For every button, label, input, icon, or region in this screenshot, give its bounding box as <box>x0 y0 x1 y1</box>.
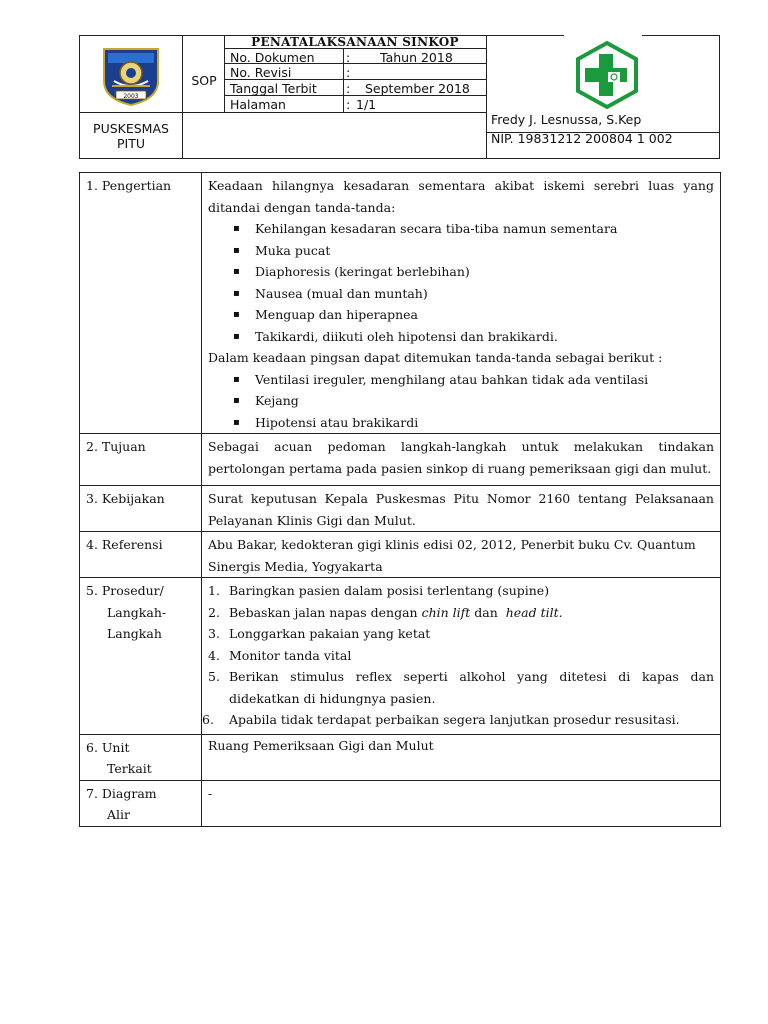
list-item: ▪ Diaphoresis (keringat berlebihan) <box>233 261 714 283</box>
label-line: 6. Unit <box>86 739 130 755</box>
field-label-no-revisi: No. Revisi <box>230 65 292 80</box>
section-content: Sebagai acuan pedoman langkah-langkah untuk melakukan tindakan pertolongan pertama pada pasien sinkop di ruang pemeriksaan gigi dan mulut. <box>202 434 721 486</box>
field-sep: : <box>346 50 351 65</box>
sop-label: SOP <box>191 73 217 88</box>
field-value-no-dokumen: Tahun 2018 <box>380 50 453 65</box>
section-content: Ruang Pemeriksaan Gigi dan Mulut <box>202 734 721 780</box>
signer-nip: NIP. 19831212 200804 1 002 <box>491 131 673 146</box>
section-label <box>80 780 202 826</box>
field-value-tanggal-terbit: September 2018 <box>365 81 470 96</box>
section-content <box>202 578 721 735</box>
list-item: ▪ Nausea (mual dan muntah) <box>233 283 714 305</box>
document-header <box>79 35 720 159</box>
list-item: 3. Longgarkan pakaian yang ketat <box>208 626 431 641</box>
section-content: Abu Bakar, kedokteran gigi klinis edisi 02, 2012, Penerbit buku Cv. Quantum Sinergis Media, Yogyakarta <box>202 532 721 578</box>
section-row-pengertian <box>80 173 721 434</box>
label-line: Langkah <box>107 626 162 641</box>
signer-name: Fredy J. Lesnussa, S.Kep <box>491 112 642 127</box>
list-item: ▪ Takikardi, diikuti oleh hipotensi dan brakikardi. <box>233 326 714 348</box>
pengertian-intro2: Dalam keadaan pingsan dapat ditemukan tanda-tanda sebagai berikut : <box>208 350 663 365</box>
label-line: 7. Diagram <box>86 785 157 801</box>
section-row-unit <box>80 734 721 780</box>
list-item: 4. Monitor tanda vital <box>208 647 352 663</box>
puskesmas-cross-logo-icon <box>572 40 642 110</box>
svg-text:2003: 2003 <box>123 93 139 100</box>
section-label: 4. Referensi <box>80 532 202 578</box>
org-line1: PUSKESMAS <box>93 121 169 136</box>
list-item: ▪ Kehilangan kesadaran secara tiba-tiba namun sementara <box>233 218 714 240</box>
section-label: 3. Kebijakan <box>80 486 202 532</box>
section-row-diagram <box>80 780 721 826</box>
section-content: - <box>202 780 721 826</box>
field-sep: : <box>346 97 351 112</box>
section-row-prosedur <box>80 578 721 735</box>
section-row-kebijakan <box>80 486 721 532</box>
org-line2: PITU <box>116 136 145 151</box>
label-line: Langkah- <box>107 604 167 620</box>
procedure-steps <box>202 580 714 734</box>
label-line: 5. Prosedur/ <box>86 583 164 598</box>
regency-emblem-icon <box>98 41 164 107</box>
section-row-referensi <box>80 532 721 578</box>
field-sep: : <box>346 81 351 96</box>
section-label <box>80 578 202 735</box>
list-item: 6. Apabila tidak terdapat perbaikan segera lanjutkan prosedur resusitasi. <box>202 712 680 727</box>
document-title: PENATALAKSANAAN SINKOP <box>251 35 459 49</box>
section-row-tujuan <box>80 434 721 486</box>
section-label <box>80 734 202 780</box>
field-label-tanggal-terbit: Tanggal Terbit <box>230 81 317 96</box>
list-item: ▪ Hipotensi atau brakikardi <box>233 412 714 434</box>
sop-content-table <box>79 172 721 827</box>
list-item: 5. Berikan stimulus reflex seperti alkohol yang ditetesi di kapas dan didekatkan di hidungnya pasien. <box>208 669 714 706</box>
field-sep: : <box>346 65 351 80</box>
label-line: Alir <box>107 807 130 822</box>
list-item: ▪ Ventilasi ireguler, menghilang atau bahkan tidak ada ventilasi <box>233 369 714 391</box>
signs-list <box>208 218 714 347</box>
field-value-halaman: 1/1 <box>356 97 377 112</box>
list-item: ▪ Muka pucat <box>233 240 714 262</box>
label-line: Terkait <box>107 761 152 776</box>
list-item: ▪ Menguap dan hiperapnea <box>233 304 714 326</box>
field-label-no-dokumen: No. Dokumen <box>230 50 315 65</box>
field-label-halaman: Halaman <box>230 97 286 112</box>
section-label: 2. Tujuan <box>80 434 202 486</box>
signs-list-2 <box>208 369 714 434</box>
org-name <box>80 121 182 151</box>
section-content <box>202 173 721 434</box>
list-item: ▪ Kejang <box>233 390 714 412</box>
section-label: 1. Pengertian <box>80 173 202 434</box>
pengertian-intro: Keadaan hilangnya kesadaran sementara akibat iskemi serebri luas yang ditandai dengan tanda-tanda: <box>208 178 714 215</box>
list-item: 2. Bebaskan jalan napas dengan chin lift dan head tilt. <box>208 604 563 620</box>
section-content: Surat keputusan Kepala Puskesmas Pitu Nomor 2160 tentang Pelaksanaan Pelayanan Klinis Gigi dan Mulut. <box>202 486 721 532</box>
list-item: 1. Baringkan pasien dalam posisi terlentang (supine) <box>208 583 550 598</box>
